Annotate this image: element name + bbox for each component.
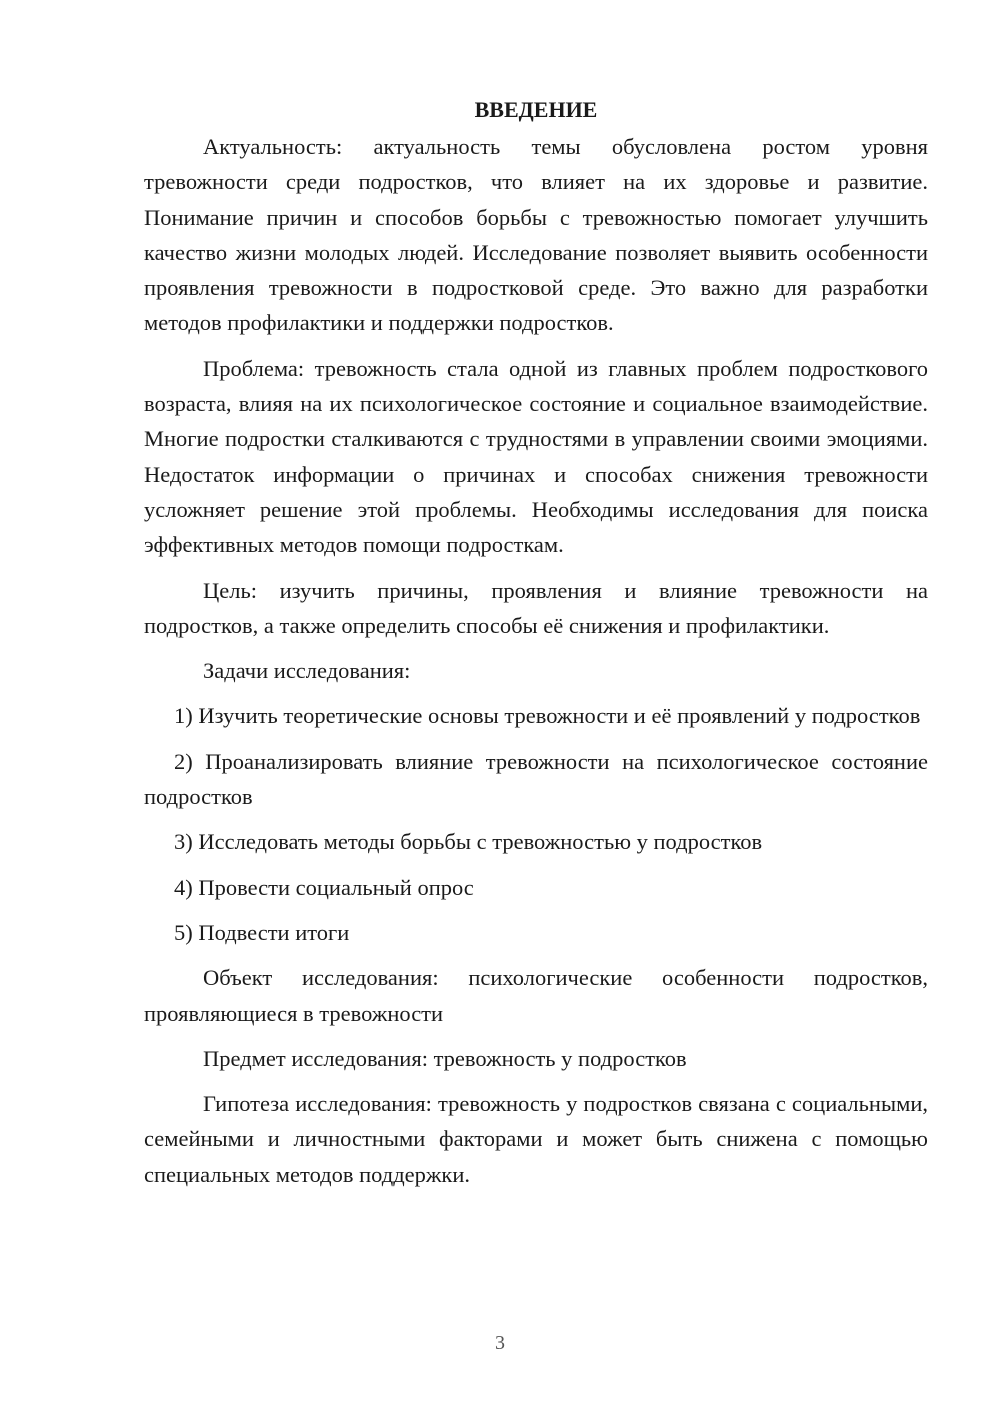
task-item-3: 3) Исследовать методы борьбы с тревожностью у подростков (174, 829, 763, 855)
tasks-heading: Задачи исследования: (203, 658, 411, 684)
object-paragraph: Объект исследования: психологические особенности подростков, проявляющиеся в тревожности (144, 965, 928, 1026)
task-item-4: 4) Провести социальный опрос (174, 874, 474, 900)
goal-paragraph: Цель: изучить причины, проявления и влияние тревожности на подростков, а также определить способы её снижения и профилактики. (144, 577, 928, 638)
problem-paragraph: Проблема: тревожность стала одной из главных проблем подросткового возраста, влияя на их психологическое состояние и социальное взаимодействие. Многие подростки сталкиваются с трудностями в управлении своими эмоциями. Недостаток информации о причинах и способах снижения тревожности усложняет решение этой проблемы. Необходимы исследования для поиска эффективных методов помощи подросткам. (144, 355, 928, 558)
subject-paragraph: Предмет исследования: тревожность у подростков (203, 1045, 687, 1071)
task-item-2: 2) Проанализировать влияние тревожности на психологическое состояние подростков (144, 748, 928, 810)
page-title: ВВЕДЕНИЕ (474, 97, 598, 122)
page-number: 3 (495, 1332, 505, 1354)
relevance-paragraph: Актуальность: актуальность темы обусловлена ростом уровня тревожности среди подростков, что влияет на их здоровье и развитие. Понимание причин и способов борьбы с тревожностью помогает улучшить качество жизни молодых людей. Исследование позволяет выявить особенности проявления тревожности в подростковой среде. Это важно для разработки методов профилактики и поддержки подростков. (144, 134, 928, 336)
document-page (144, 92, 928, 1202)
task-item-1: 1) Изучить теоретические основы тревожности и её проявлений у подростков (174, 703, 921, 729)
hypothesis-paragraph: Гипотеза исследования: тревожность у подростков связана с социальными, семейными и личностными факторами и может быть снижена с помощью специальных методов поддержки. (144, 1091, 928, 1187)
task-item-5: 5) Подвести итоги (174, 919, 350, 945)
